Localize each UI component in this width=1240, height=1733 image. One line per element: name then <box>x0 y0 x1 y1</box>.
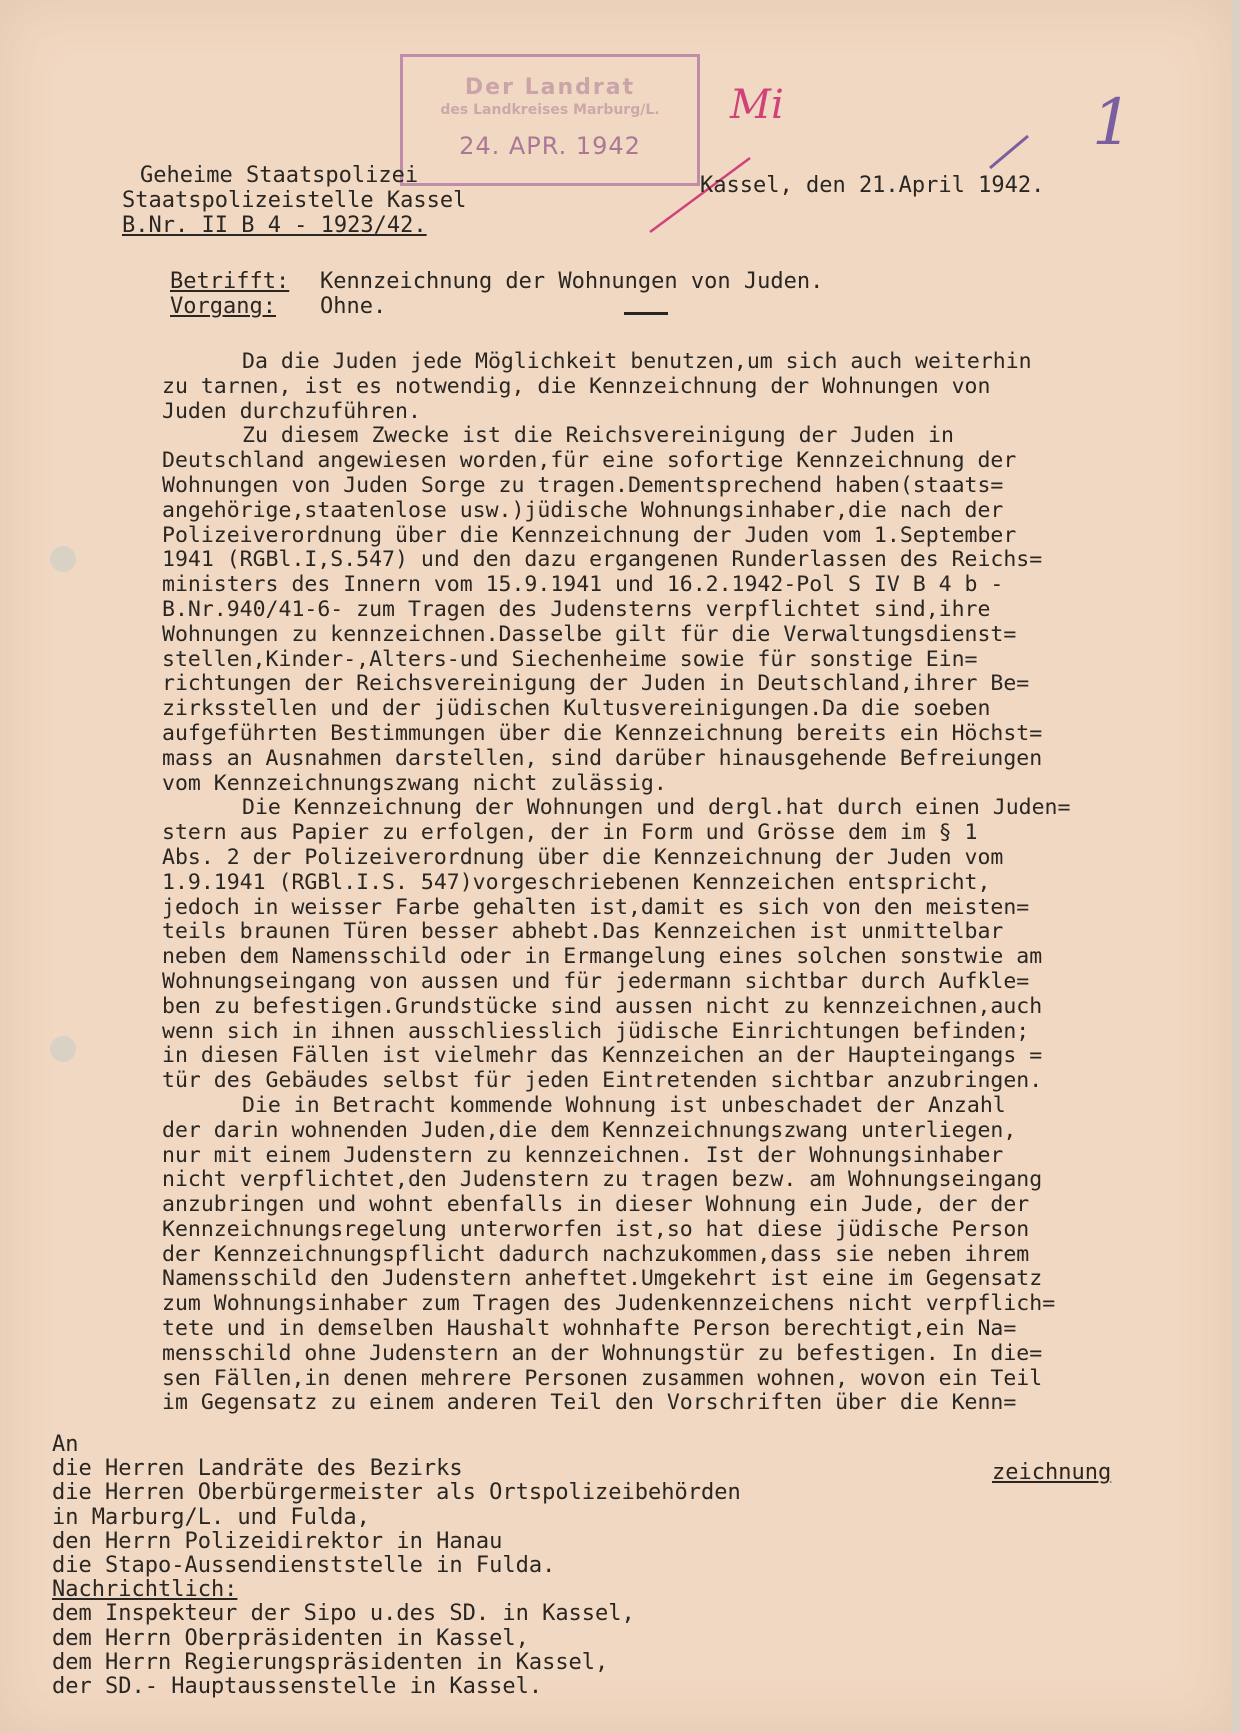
body-line: Deutschland angewiesen worden,für eine sofortige Kennzeichnung der <box>162 448 1017 474</box>
recipient-line: in Marburg/L. und Fulda, <box>52 1504 370 1530</box>
letter-body <box>162 350 1070 1416</box>
body-line: richtungen der Reichsvereinigung der Juden in Deutschland,ihrer Be= <box>162 671 1030 697</box>
body-line: ben zu befestigen.Grundstücke sind aussen nicht zu kennzeichnen,auch <box>162 993 1043 1019</box>
reference-number: B.Nr. II B 4 - 1923/42. <box>122 212 427 238</box>
body-line: in diesen Fällen ist vielmehr das Kennzeichen an der Haupteingangs = <box>162 1043 1043 1069</box>
body-line: aufgeführten Bestimmungen über die Kennzeichnung bereits ein Höchst= <box>162 720 1043 746</box>
separator-dash <box>624 312 668 315</box>
continuation-word: zeichnung <box>992 1460 1112 1485</box>
cc-label: Nachrichtlich: <box>52 1577 238 1603</box>
reference-text: Ohne. <box>320 293 387 319</box>
place-date: Kassel, den 21.April 1942. <box>700 173 1045 198</box>
subject-text: Kennzeichnung der Wohnungen von Juden. <box>320 269 824 294</box>
body-line: Wohnungen von Juden Sorge zu tragen.Dementsprechend haben(staats= <box>162 472 1004 498</box>
body-line: mensschild ohne Judenstern an der Wohnungstür zu befestigen. In die= <box>162 1340 1043 1366</box>
handwritten-number: 1 <box>1092 86 1133 160</box>
reference-label: Vorgang: <box>170 293 276 319</box>
body-line: vom Kennzeichnungszwang nicht zulässig. <box>162 770 667 796</box>
body-line: anzubringen und wohnt ebenfalls in dieser Wohnung ein Jude, der der <box>162 1192 1030 1218</box>
body-line: Kennzeichnungsregelung unterworfen ist,so hat diese jüdische Person <box>162 1216 1030 1242</box>
recipients-block <box>52 1433 741 1699</box>
handwritten-strokes <box>620 80 1140 250</box>
subject-block <box>170 270 823 320</box>
punch-hole <box>50 546 76 572</box>
sender-office: Staatspolizeistelle Kassel <box>122 187 467 213</box>
body-line: tete und in demselben Haushalt wohnhafte Person berechtigt,ein Na= <box>162 1316 1017 1342</box>
cc-line: dem Inspekteur der Sipo u.des SD. in Kassel, <box>52 1601 635 1627</box>
body-line: teils braunen Türen besser abhebt.Das Kennzeichen ist unmittelbar <box>162 919 1004 945</box>
body-line: nur mit einem Judenstern zu kennzeichnen. Ist der Wohnungsinhaber <box>162 1142 1004 1168</box>
body-line: sen Fällen,in denen mehrere Personen zusammen wohnen, wovon ein Teil <box>162 1365 1043 1391</box>
handwritten-initials: Mi <box>730 82 784 128</box>
body-line: angehörige,staatenlose usw.)jüdische Wohnungsinhaber,die nach der <box>162 497 1004 523</box>
body-line: jedoch in weisser Farbe gehalten ist,damit es sich von den meisten= <box>162 894 1030 920</box>
body-line: Wohnungseingang von aussen und für jedermann sichtbar durch Aufkle= <box>162 968 1030 994</box>
cc-line: der SD.- Hauptaussenstelle in Kassel. <box>52 1674 543 1700</box>
stamp-authority: Der Landrat <box>464 75 636 100</box>
recipient-line: die Herren Oberbürgermeister als Ortspolizeibehörden <box>52 1480 741 1506</box>
body-line: 1941 (RGBl.I,S.547) und den dazu ergangenen Runderlassen des Reichs= <box>162 547 1043 573</box>
body-line: stellen,Kinder-,Alters-und Siechenheime sowie für sonstige Ein= <box>162 646 978 672</box>
body-line: Namensschild den Judenstern anheftet.Umgekehrt ist eine im Gegensatz <box>162 1266 1043 1292</box>
body-line: zu tarnen, ist es notwendig, die Kennzeichnung der Wohnungen von <box>162 373 991 399</box>
subject-label: Betrifft: <box>170 269 290 294</box>
body-line: mass an Ausnahmen darstellen, sind darüber hinausgehende Befreiungen <box>162 745 1043 771</box>
sender-agency: Geheime Staatspolizei <box>140 163 419 188</box>
recipient-line: die Herren Landräte des Bezirks <box>52 1456 463 1482</box>
body-line: der darin wohnenden Juden,die dem Kennzeichnungszwang unterliegen, <box>162 1117 1017 1143</box>
recipient-line: den Herrn Polizeidirektor in Hanau <box>52 1528 503 1554</box>
sender-header <box>122 164 466 238</box>
body-line: zirksstellen und der jüdischen Kultusvereinigungen.Da die soeben <box>162 696 991 722</box>
recipients-label: An <box>52 1432 79 1457</box>
body-line: Polizeiverordnung über die Kennzeichnung der Juden vom 1.September <box>162 522 1017 548</box>
body-line: Juden durchzuführen. <box>162 398 421 424</box>
body-line: Die Kennzeichnung der Wohnungen und dergl.hat durch einen Juden= <box>242 795 1071 821</box>
recipient-line: die Stapo-Aussendienststelle in Fulda. <box>52 1553 556 1579</box>
body-line: ministers des Innern vom 15.9.1941 und 16.2.1942-Pol S IV B 4 b - <box>162 572 1004 598</box>
body-line: nicht verpflichtet,den Judenstern zu tragen bezw. am Wohnungseingang <box>162 1167 1043 1193</box>
body-line: Da die Juden jede Möglichkeit benutzen,um sich auch weiterhin <box>242 349 1032 374</box>
body-line: Abs. 2 der Polizeiverordnung über die Kennzeichnung der Juden vom <box>162 844 1004 870</box>
body-line: B.Nr.940/41-6- zum Tragen des Judensterns verpflichtet sind,ihre <box>162 596 991 622</box>
body-line: der Kennzeichnungspflicht dadurch nachzukommen,dass sie neben ihrem <box>162 1241 1030 1267</box>
body-line: im Gegensatz zu einem anderen Teil den Vorschriften über die Kenn= <box>162 1390 1017 1416</box>
purple-pencil-stroke <box>990 136 1028 168</box>
body-line: 1.9.1941 (RGBl.I.S. 547)vorgeschriebenen Kennzeichen entspricht, <box>162 869 991 895</box>
body-line: Die in Betracht kommende Wohnung ist unbeschadet der Anzahl <box>242 1092 1006 1118</box>
body-line: wenn sich in ihnen ausschliesslich jüdische Einrichtungen befinden; <box>162 1018 1030 1044</box>
body-line: Wohnungen zu kennzeichnen.Dasselbe gilt für die Verwaltungsdienst= <box>162 621 1017 647</box>
body-line: stern aus Papier zu erfolgen, der in Form und Grösse dem im § 1 <box>162 820 978 846</box>
stamp-district: des Landkreises Marburg/L. <box>440 102 660 118</box>
stamp-date: 24. APR. 1942 <box>459 132 641 160</box>
body-line: tür des Gebäudes selbst für jeden Eintretenden sichtbar anzubringen. <box>162 1068 1043 1094</box>
body-line: Zu diesem Zwecke ist die Reichsvereinigung der Juden in <box>242 423 954 449</box>
body-line: zum Wohnungsinhaber zum Tragen des Judenkennzeichens nicht verpflich= <box>162 1291 1056 1317</box>
body-line: neben dem Namensschild oder in Ermangelung eines solchen sonstwie am <box>162 944 1043 970</box>
cc-line: dem Herrn Regierungspräsidenten in Kassel, <box>52 1649 609 1675</box>
punch-hole <box>50 1036 76 1062</box>
cc-line: dem Herrn Oberpräsidenten in Kassel, <box>52 1625 529 1651</box>
